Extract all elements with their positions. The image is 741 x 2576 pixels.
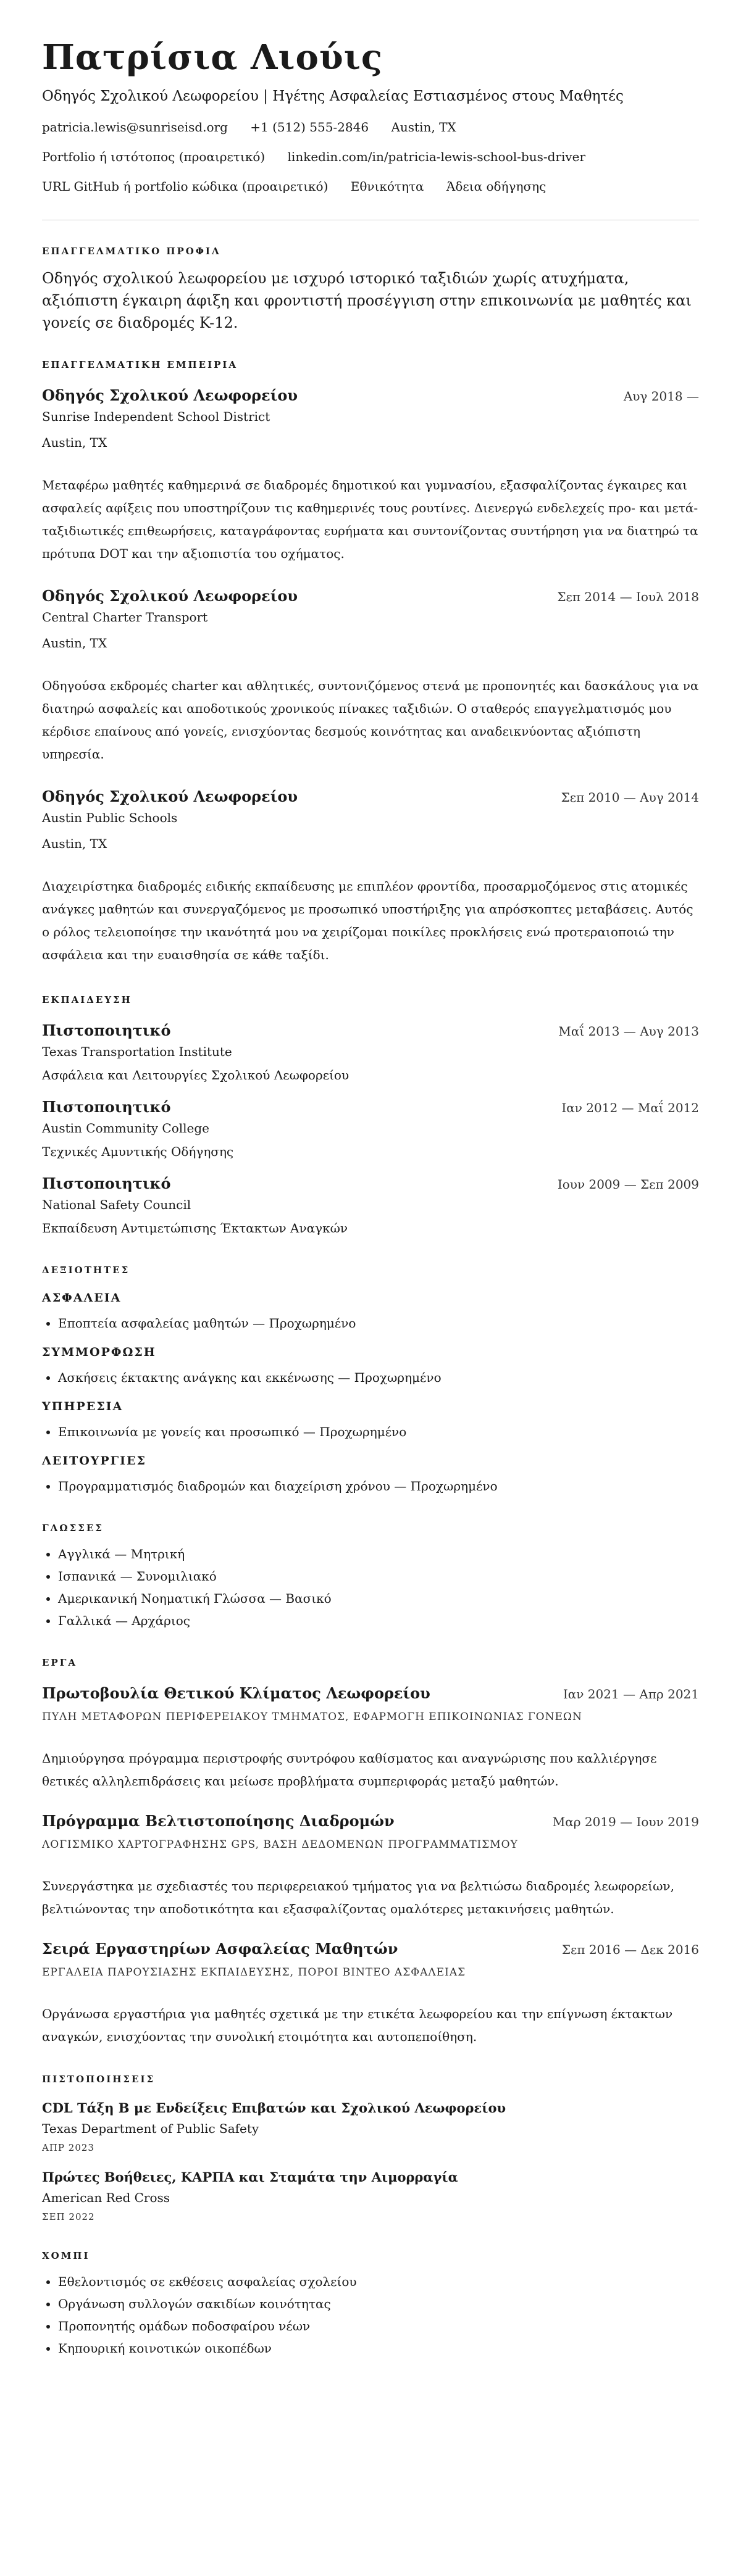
experience-item bbox=[42, 386, 699, 565]
section-heading-languages: ΓΛΩΣΣΕΣ bbox=[42, 1523, 104, 1534]
project-item bbox=[42, 1939, 699, 2048]
job-description: Μεταφέρω μαθητές καθημερινά σε διαδρομές δημοτικού και γυμνασίου, εξασφαλίζοντας έγκαιρες και ασφαλείς αφίξεις που υποστηρίζουν τις καθημερινές τους ρουτίνες. Διενεργώ ενδελεχείς προ- και μετά-ταξιδιωτικές επιθεωρήσεις, καταγράφοντας ευρήματα και συντονίζοντας συντήρηση για να διατηρώ τα πρότυπα DOT και την αξιοπιστία του οχήματος. bbox=[42, 478, 698, 561]
license-text: Άδεια οδήγησης bbox=[446, 179, 546, 194]
languages-section bbox=[42, 1522, 699, 1632]
hobbies-section bbox=[42, 2250, 699, 2359]
job-location: Austin, TX bbox=[42, 435, 107, 450]
portfolio-link[interactable]: Portfolio ή ιστότοπος (προαιρετικό) bbox=[42, 149, 266, 164]
certification-date: ΑΠΡ 2023 bbox=[42, 2142, 94, 2153]
language-item: • Αγγλικά — Μητρική bbox=[58, 1543, 699, 1565]
certification-title: CDL Τάξη B με Ενδείξεις Επιβατών και Σχολικού Λεωφορείου bbox=[42, 2100, 506, 2116]
hobby-item: • Οργάνωση συλλογών σακιδίων κοινότητας bbox=[58, 2293, 699, 2315]
skill-item: • Προγραμματισμός διαδρομών και διαχείριση χρόνου — Προχωρημένο bbox=[58, 1475, 699, 1497]
language-item: • Ισπανικά — Συνομιλιακό bbox=[58, 1565, 699, 1587]
education-field: Ασφάλεια και Λειτουργίες Σχολικού Λεωφορείου bbox=[42, 1068, 350, 1082]
job-description: Διαχειρίστηκα διαδρομές ειδικής εκπαίδευσης με επιπλέον φροντίδα, προσαρμοζόμενος στις ατομικές ανάγκες μαθητών και συνεργαζόμενος με προσωπικό υποστήριξης για απρόσκοπτες μεταβάσεις. Αυτός ο ρόλος τελειοποίησε την ικανότητά μου να χειρίζομαι ποικίλες προκλήσεις ενώ προτεραιοποιώ την ασφάλεια και την ευαισθησία σε κάθε ταξίδι. bbox=[42, 879, 693, 962]
phone-number[interactable]: +1 (512) 555-2846 bbox=[250, 120, 369, 135]
section-heading-education: ΕΚΠΑΙΔΕΥΣΗ bbox=[42, 994, 132, 1005]
project-description: Συνεργάστηκα με σχεδιαστές του περιφερειακού τμήματος για να βελτιώσω διαδρομές λεωφορείων, βελτιώνοντας την αποδοτικότητα και εξασφαλίζοντας ομαλότερες μετακινήσεις μαθητών. bbox=[42, 1879, 674, 1916]
skill-category: ΛΕΙΤΟΥΡΓΙΕΣ bbox=[42, 1454, 146, 1468]
project-item bbox=[42, 1684, 699, 1793]
education-title: Πιστοποιητικό bbox=[42, 1098, 171, 1116]
experience-section bbox=[42, 359, 699, 966]
section-heading-profile: ΕΠΑΓΓΕΛΜΑΤΙΚΟ ΠΡΟΦΙΛ bbox=[42, 246, 221, 257]
section-heading-skills: ΔΕΞΙΟΤΗΤΕΣ bbox=[42, 1265, 130, 1276]
certification-issuer: American Red Cross bbox=[42, 2190, 170, 2205]
hobby-item: • Προπονητής ομάδων ποδοσφαίρου νέων bbox=[58, 2315, 699, 2337]
institution-name: National Safety Council bbox=[42, 1197, 191, 1212]
profile-summary: Οδηγός σχολικού λεωφορείου με ισχυρό ιστορικό ταξιδιών χωρίς ατυχήματα, αξιόπιστη έγκαιρη άφιξη και φροντιστή προσέγγιση στην επικοινωνία με μαθητές και γονείς σε διαδρομές K-12. bbox=[42, 270, 692, 331]
hobby-item: • Κηπουρική κοινοτικών οικοπέδων bbox=[58, 2337, 699, 2359]
employer-name: Austin Public Schools bbox=[42, 810, 178, 825]
contact-row-2 bbox=[42, 148, 699, 165]
job-dates: Σεπ 2014 — Ιουλ 2018 bbox=[557, 589, 699, 604]
skill-category: ΣΥΜΜΟΡΦΩΣΗ bbox=[42, 1345, 156, 1359]
education-item bbox=[42, 1097, 699, 1160]
section-heading-projects: ΕΡΓΑ bbox=[42, 1657, 77, 1668]
location-text: Austin, TX bbox=[391, 120, 456, 135]
employer-name: Central Charter Transport bbox=[42, 610, 208, 625]
candidate-name: Πατρίσια Λιούις bbox=[42, 37, 383, 78]
project-description: Οργάνωσα εργαστήρια για μαθητές σχετικά με την ετικέτα λεωφορείου και την επίγνωση έκτακτων αναγκών, ενισχύοντας την συνολική ετοιμότητα και αυτοπεποίθηση. bbox=[42, 2006, 673, 2044]
project-tools: ΕΡΓΑΛΕΙΑ ΠΑΡΟΥΣΙΑΣΗΣ ΕΚΠΑΙΔΕΥΣΗΣ, ΠΟΡΟΙ ΒΙΝΤΕΟ ΑΣΦΑΛΕΙΑΣ bbox=[42, 1966, 466, 1979]
education-field: Εκπαίδευση Αντιμετώπισης Έκτακτων Αναγκών bbox=[42, 1221, 348, 1236]
linkedin-link[interactable]: linkedin.com/in/patricia-lewis-school-bus-driver bbox=[287, 149, 586, 164]
job-title: Οδηγός Σχολικού Λεωφορείου bbox=[42, 587, 298, 605]
employer-name: Sunrise Independent School District bbox=[42, 409, 270, 424]
github-link[interactable]: URL GitHub ή portfolio κώδικα (προαιρετικό) bbox=[42, 179, 329, 194]
project-tools: ΛΟΓΙΣΜΙΚΟ ΧΑΡΤΟΓΡΑΦΗΣΗΣ GPS, ΒΑΣΗ ΔΕΔΟΜΕΝΩΝ ΠΡΟΓΡΑΜΜΑΤΙΣΜΟΥ bbox=[42, 1839, 518, 1851]
job-location: Austin, TX bbox=[42, 836, 107, 851]
job-dates: Σεπ 2010 — Αυγ 2014 bbox=[561, 790, 699, 805]
skill-item: • Επικοινωνία με γονείς και προσωπικό — Προχωρημένο bbox=[58, 1421, 699, 1443]
candidate-title: Οδηγός Σχολικού Λεωφορείου | Ηγέτης Ασφαλείας Εστιασμένος στους Μαθητές bbox=[42, 88, 624, 104]
job-dates: Αυγ 2018 — bbox=[623, 389, 699, 404]
section-heading-experience: ΕΠΑΓΓΕΛΜΑΤΙΚΗ ΕΜΠΕΙΡΙΑ bbox=[42, 359, 238, 370]
contact-row-1 bbox=[42, 118, 699, 136]
job-title: Οδηγός Σχολικού Λεωφορείου bbox=[42, 386, 298, 404]
job-description: Οδηγούσα εκδρομές charter και αθλητικές, συντονιζόμενος στενά με προπονητές και δασκάλους για να διατηρώ ασφαλείς και αποδοτικούς χρονικούς πίνακες ταξιδιών. Ο σταθερός επαγγελματισμός μου κέρδισε επαίνους από γονείς, ενισχύοντας δεσμούς κοινότητας και αναδεικνύοντας αξιόπιστη υπηρεσία. bbox=[42, 678, 699, 762]
project-dates: Σεπ 2016 — Δεκ 2016 bbox=[561, 1942, 699, 1957]
project-title: Σειρά Εργαστηρίων Ασφαλείας Μαθητών bbox=[42, 1940, 398, 1958]
skill-group bbox=[42, 1290, 699, 1334]
education-dates: Μαΐ 2013 — Αυγ 2013 bbox=[558, 1024, 699, 1039]
language-item: • Αμερικανική Νοηματική Γλώσσα — Βασικό bbox=[58, 1587, 699, 1610]
education-title: Πιστοποιητικό bbox=[42, 1021, 171, 1039]
skill-item: • Ασκήσεις έκτακτης ανάγκης και εκκένωσης — Προχωρημένο bbox=[58, 1366, 699, 1389]
certification-item bbox=[42, 2168, 699, 2224]
project-dates: Ιαν 2021 — Απρ 2021 bbox=[563, 1687, 699, 1701]
skill-group bbox=[42, 1398, 699, 1443]
education-section bbox=[42, 994, 699, 1237]
profile-section bbox=[42, 245, 699, 334]
education-dates: Ιουν 2009 — Σεπ 2009 bbox=[557, 1177, 699, 1192]
experience-item bbox=[42, 787, 699, 966]
skill-item: • Εποπτεία ασφαλείας μαθητών — Προχωρημένο bbox=[58, 1312, 699, 1334]
certification-item bbox=[42, 2099, 699, 2154]
institution-name: Austin Community College bbox=[42, 1121, 209, 1136]
language-item: • Γαλλικά — Αρχάριος bbox=[58, 1610, 699, 1632]
job-title: Οδηγός Σχολικού Λεωφορείου bbox=[42, 787, 298, 805]
skill-category: ΑΣΦΑΛΕΙΑ bbox=[42, 1291, 122, 1305]
skill-group bbox=[42, 1453, 699, 1497]
skills-section bbox=[42, 1264, 699, 1497]
certification-title: Πρώτες Βοήθειες, ΚΑΡΠΑ και Σταμάτα την Αιμορραγία bbox=[42, 2169, 458, 2185]
skill-category: ΥΠΗΡΕΣΙΑ bbox=[42, 1400, 124, 1413]
certification-issuer: Texas Department of Public Safety bbox=[42, 2121, 259, 2136]
education-item bbox=[42, 1021, 699, 1084]
projects-section bbox=[42, 1656, 699, 2048]
project-description: Δημιούργησα πρόγραμμα περιστροφής συντρόφου καθίσματος και αναγνώρισης που καλλιέργησε θετικές αλληλεπιδράσεις και μείωσε προβλήματα συμπεριφοράς μεταξύ μαθητών. bbox=[42, 1751, 657, 1789]
education-field: Τεχνικές Αμυντικής Οδήγησης bbox=[42, 1144, 234, 1159]
education-item bbox=[42, 1174, 699, 1237]
section-heading-hobbies: ΧΟΜΠΙ bbox=[42, 2250, 90, 2261]
education-dates: Ιαν 2012 — Μαΐ 2012 bbox=[561, 1100, 699, 1115]
nationality-text: Εθνικότητα bbox=[350, 179, 424, 194]
project-item bbox=[42, 1811, 699, 1921]
experience-item bbox=[42, 586, 699, 766]
project-title: Πρόγραμμα Βελτιστοποίησης Διαδρομών bbox=[42, 1812, 395, 1830]
certifications-section bbox=[42, 2073, 699, 2224]
skill-group bbox=[42, 1344, 699, 1389]
section-heading-certifications: ΠΙΣΤΟΠΟΙΗΣΕΙΣ bbox=[42, 2074, 156, 2085]
project-tools: ΠΥΛΗ ΜΕΤΑΦΟΡΩΝ ΠΕΡΙΦΕΡΕΙΑΚΟΥ ΤΜΗΜΑΤΟΣ, ΕΦΑΡΜΟΓΗ ΕΠΙΚΟΙΝΩΝΙΑΣ ΓΟΝΕΩΝ bbox=[42, 1711, 582, 1723]
job-location: Austin, TX bbox=[42, 636, 107, 650]
project-title: Πρωτοβουλία Θετικού Κλίματος Λεωφορείου bbox=[42, 1684, 430, 1702]
institution-name: Texas Transportation Institute bbox=[42, 1044, 232, 1059]
resume-header bbox=[42, 37, 699, 220]
project-dates: Μαρ 2019 — Ιουν 2019 bbox=[552, 1814, 699, 1829]
hobby-item: • Εθελοντισμός σε εκθέσεις ασφαλείας σχολείου bbox=[58, 2271, 699, 2293]
certification-date: ΣΕΠ 2022 bbox=[42, 2211, 95, 2222]
contact-row-3 bbox=[42, 178, 699, 195]
email-link[interactable]: patricia.lewis@sunriseisd.org bbox=[42, 120, 228, 135]
education-title: Πιστοποιητικό bbox=[42, 1174, 171, 1192]
